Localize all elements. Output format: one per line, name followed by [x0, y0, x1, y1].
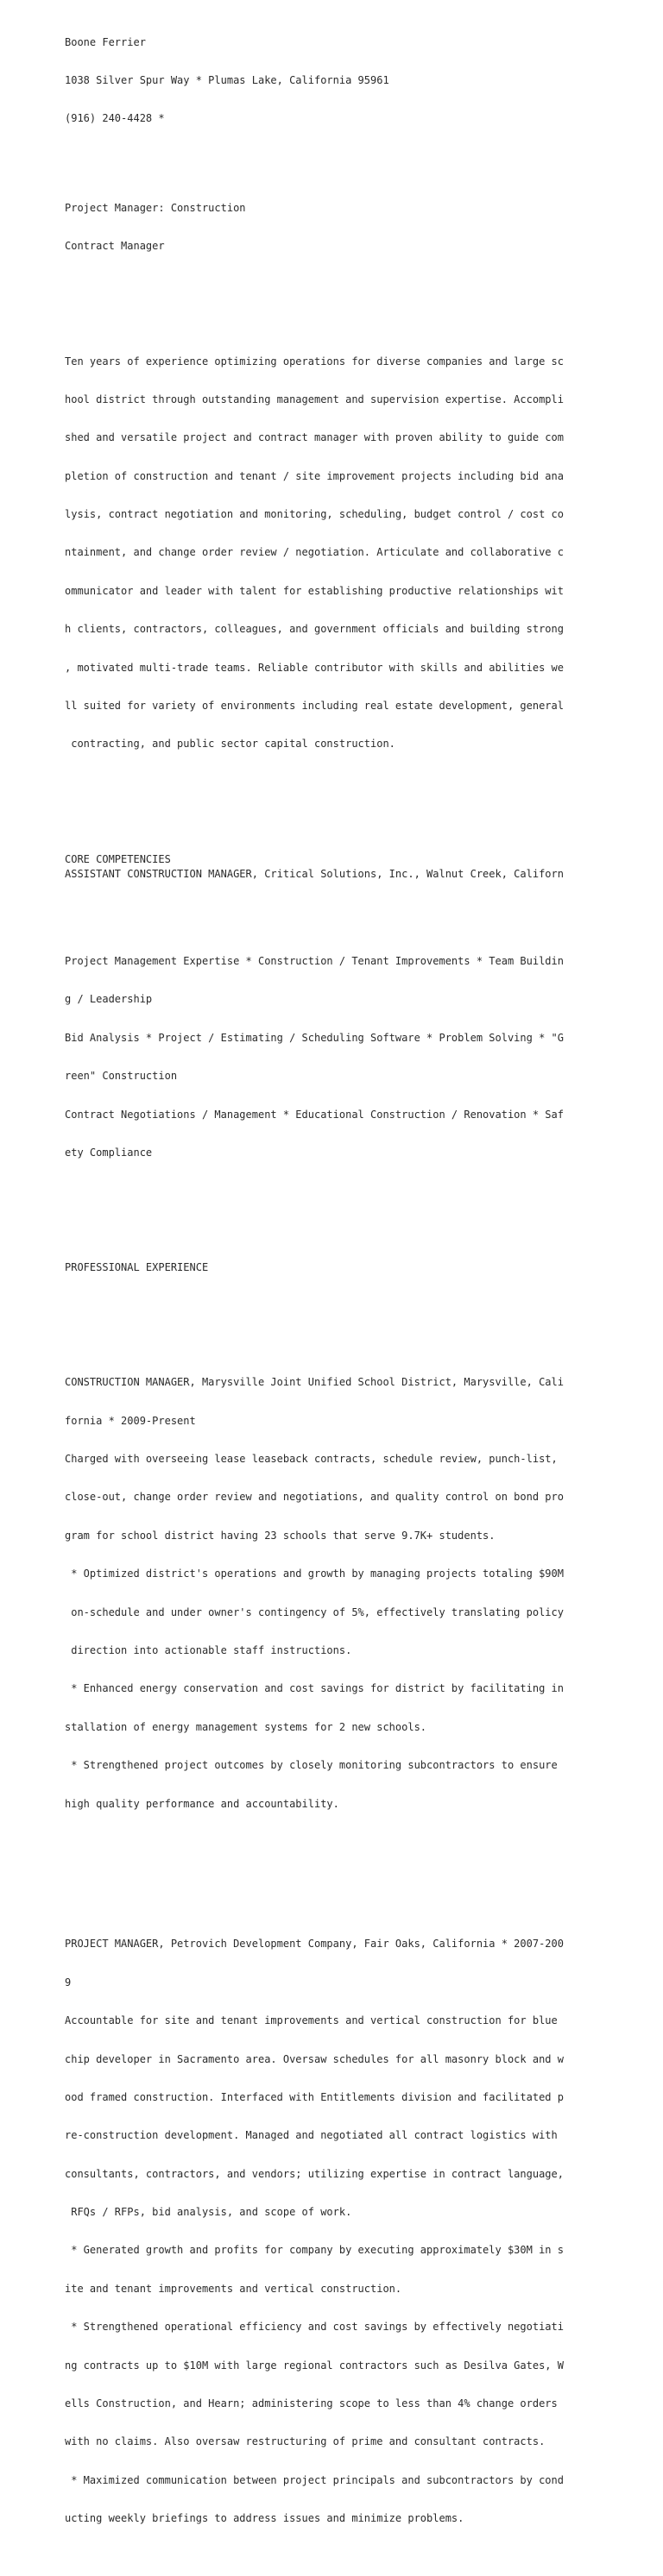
job-line: direction into actionable staff instructions.: [65, 1644, 352, 1656]
competency-line: ety Compliance: [65, 1146, 153, 1159]
summary-line: contracting, and public sector capital construction.: [65, 738, 395, 751]
competencies-heading: CORE COMPETENCIES: [65, 852, 171, 865]
summary-line: , motivated multi-trade teams. Reliable contributor with skills and abilities we: [65, 661, 564, 674]
job-line: * Enhanced energy conservation and cost savings for district by facilitating in: [65, 1682, 564, 1695]
spacer: [65, 279, 564, 292]
summary-line: pletion of construction and tenant / site improvement projects including bid ana: [65, 469, 564, 482]
job-line: PROJECT MANAGER, Petrovich Development Company, Fair Oaks, California * 2007-200: [65, 1938, 564, 1951]
job-line: ite and tenant improvements and vertical construction.: [65, 2282, 402, 2295]
competency-line: reen" Construction: [65, 1070, 178, 1083]
competency-line: Project Management Expertise * Construction / Tenant Improvements * Team Buildin: [65, 954, 564, 967]
competency-line: Bid Analysis * Project / Estimating / Scheduling Software * Problem Solving * "G: [65, 1031, 564, 1044]
applicant-address: 1038 Silver Spur Way * Plumas Lake, California 95961: [65, 73, 389, 86]
job-line: on-schedule and under owner's contingency of 5%, effectively translating policy: [65, 1605, 564, 1618]
job-line: * Optimized district's operations and growth by managing projects totaling $90M: [65, 1568, 564, 1580]
job-line: re-construction development. Managed and negotiated all contract logistics with: [65, 2129, 558, 2142]
spacer: [65, 891, 564, 904]
summary-paragraph: [65, 330, 564, 776]
competencies-list: [65, 929, 564, 1184]
summary-line: ll suited for variety of environments including real estate development, general: [65, 700, 564, 713]
applicant-name: Boone Ferrier: [65, 35, 146, 48]
competency-line: Contract Negotiations / Management * Educational Construction / Renovation * Saf: [65, 1108, 564, 1121]
summary-line: shed and versatile project and contract manager with proven ability to guide com: [65, 431, 564, 444]
job-entry: [65, 1351, 564, 1836]
job-line: ucting weekly briefings to address issues and minimize problems.: [65, 2512, 464, 2525]
summary-line: ntainment, and change order review / negotiation. Articulate and collaborative c: [65, 546, 564, 559]
spacer: [65, 151, 564, 164]
job-line: RFQs / RFPs, bid analysis, and scope of work.: [65, 2206, 352, 2219]
experience-heading: PROFESSIONAL EXPERIENCE: [65, 1261, 209, 1274]
spacer: [65, 801, 564, 814]
competency-line: g / Leadership: [65, 993, 153, 1006]
job-line: CONSTRUCTION MANAGER, Marysville Joint Unified School District, Marysville, Cali: [65, 1376, 564, 1389]
job-line: Charged with overseeing lease leaseback contracts, schedule review, punch-list,: [65, 1453, 558, 1466]
job-line: high quality performance and accountability.: [65, 1797, 339, 1810]
job-line: fornia * 2009-Present: [65, 1414, 196, 1427]
next-job-line: ASSISTANT CONSTRUCTION MANAGER, Critical Solutions, Inc., Walnut Creek, Californ: [65, 868, 564, 880]
spacer: [65, 1862, 564, 1875]
summary-line: lysis, contract negotiation and monitoring, scheduling, budget control / cost co: [65, 508, 564, 521]
job-line: stallation of energy management systems for 2 new schools.: [65, 1720, 427, 1733]
job-line: consultants, contractors, and vendors; utilizing expertise in contract language,: [65, 2167, 564, 2180]
summary-line: h clients, contractors, colleagues, and government officials and building strong: [65, 623, 564, 636]
job-line: * Maximized communication between project principals and subcontractors by cond: [65, 2473, 564, 2486]
job-line: chip developer in Sacramento area. Oversaw schedules for all masonry block and w: [65, 2052, 564, 2065]
job-line: * Generated growth and profits for company by executing approximately $30M in s: [65, 2244, 564, 2257]
job-line: close-out, change order review and negotiations, and quality control on bond pro: [65, 1491, 564, 1504]
spacer: [65, 1210, 564, 1223]
title-line: Project Manager: Construction: [65, 201, 246, 214]
job-line: 9: [65, 1976, 72, 1989]
job-line: * Strengthened project outcomes by closely monitoring subcontractors to ensure: [65, 1759, 558, 1772]
resume-text: [65, 10, 564, 2576]
job-line: Accountable for site and tenant improvements and vertical construction for blue: [65, 2014, 558, 2027]
summary-line: ommunicator and leader with talent for establishing productive relationships wit: [65, 584, 564, 597]
job-line: gram for school district having 23 schools that serve 9.7K+ students.: [65, 1529, 496, 1542]
job-line: ng contracts up to $10M with large regional contractors such as Desilva Gates, W: [65, 2359, 564, 2372]
job-line: ells Construction, and Hearn; administering scope to less than 4% change orders: [65, 2397, 558, 2410]
job-line: with no claims. Also oversaw restructuring of prime and consultant contracts.: [65, 2435, 546, 2448]
summary-line: Ten years of experience optimizing operations for diverse companies and large sc: [65, 355, 564, 368]
job-line: * Strengthened operational efficiency and cost savings by effectively negotiati: [65, 2321, 564, 2334]
summary-line: hool district through outstanding management and supervision expertise. Accompli: [65, 393, 564, 405]
job-line: ood framed construction. Interfaced with Entitlements division and facilitated p: [65, 2090, 564, 2103]
job-entry: [65, 1913, 564, 2551]
title-line: Contract Manager: [65, 240, 165, 253]
spacer: [65, 1299, 564, 1312]
applicant-phone: (916) 240-4428 *: [65, 112, 165, 125]
